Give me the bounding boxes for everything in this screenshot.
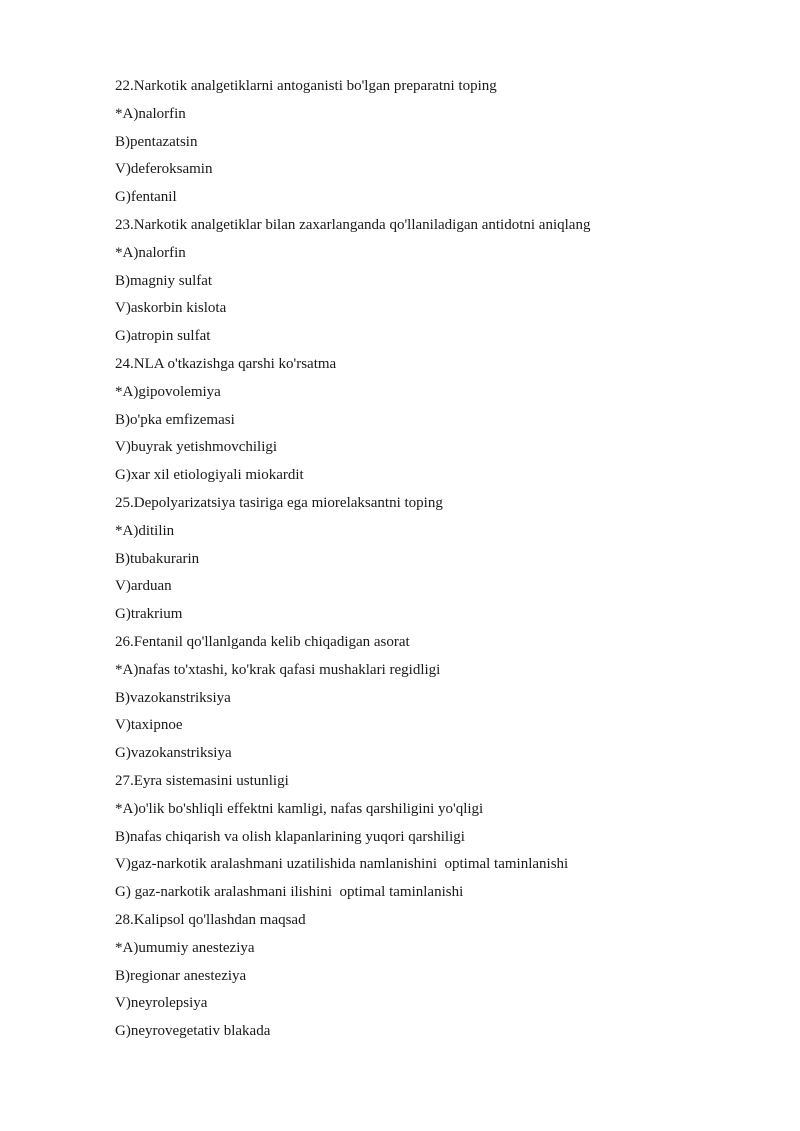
question-text: 22.Narkotik analgetiklarni antoganisti bo'lgan preparatni toping	[115, 78, 497, 94]
answer-option: G)trakrium	[115, 606, 183, 623]
question-text: 26.Fentanil qo'llanlganda kelib chiqadigan asorat	[115, 633, 410, 650]
answer-option: B)nafas chiqarish va olish klapanlarining yuqori qarshiligi	[115, 828, 465, 845]
answer-option: G)neyrovegetativ blakada	[115, 1023, 271, 1040]
question-block-27	[115, 768, 755, 907]
answer-option: V)deferoksamin	[115, 161, 213, 178]
answer-option: V)askorbin kislota	[115, 300, 227, 317]
document-page	[115, 73, 755, 1046]
answer-option: G)vazokanstriksiya	[115, 745, 232, 762]
answer-option: B)magniy sulfat	[115, 272, 213, 289]
question-text: 28.Kalipsol qo'llashdan maqsad	[115, 911, 306, 928]
answer-option: *A)ditilin	[115, 522, 175, 539]
answer-option: V)taxipnoe	[115, 717, 183, 734]
answer-option: B)regionar anesteziya	[115, 967, 247, 984]
question-block-23	[115, 212, 755, 351]
answer-option: B)o'pka emfizemasi	[115, 411, 235, 428]
question-block-26	[115, 629, 755, 768]
question-block-25	[115, 490, 755, 629]
question-block-24	[115, 351, 755, 490]
answer-option: *A)nafas to'xtashi, ko'krak qafasi mushaklari regidligi	[115, 661, 441, 678]
answer-option: B)tubakurarin	[115, 550, 200, 567]
answer-option: G)xar xil etiologiyali miokardit	[115, 467, 304, 484]
answer-option: G) gaz-narkotik aralashmani ilishini optimal taminlanishi	[115, 884, 464, 901]
answer-option: G)fentanil	[115, 189, 177, 206]
answer-option: B)pentazatsin	[115, 133, 198, 150]
question-block-22	[115, 73, 755, 212]
answer-option: V)buyrak yetishmovchiligi	[115, 439, 278, 456]
answer-option: *A)o'lik bo'shliqli effektni kamligi, nafas qarshiligini yo'qligi	[115, 800, 484, 817]
question-text: 23.Narkotik analgetiklar bilan zaxarlanganda qo'llaniladigan antidotni aniqlang	[115, 216, 591, 233]
question-block-28	[115, 907, 755, 1046]
answer-option: V)neyrolepsiya	[115, 995, 208, 1012]
answer-option: V)arduan	[115, 578, 172, 595]
answer-option: *A)nalorfin	[115, 244, 186, 261]
question-text: 24.NLA o'tkazishga qarshi ko'rsatma	[115, 355, 337, 372]
question-text: 27.Eyra sistemasini ustunligi	[115, 772, 289, 789]
answer-option: G)atropin sulfat	[115, 328, 211, 345]
answer-option: V)gaz-narkotik aralashmani uzatilishida namlanishini optimal taminlanishi	[115, 856, 569, 873]
question-text: 25.Depolyarizatsiya tasiriga ega miorelaksantni toping	[115, 494, 443, 511]
answer-option: *A)gipovolemiya	[115, 383, 221, 400]
answer-option: *A)umumiy anesteziya	[115, 939, 255, 956]
answer-option: B)vazokanstriksiya	[115, 689, 231, 706]
answer-option: *A)nalorfin	[115, 105, 186, 122]
